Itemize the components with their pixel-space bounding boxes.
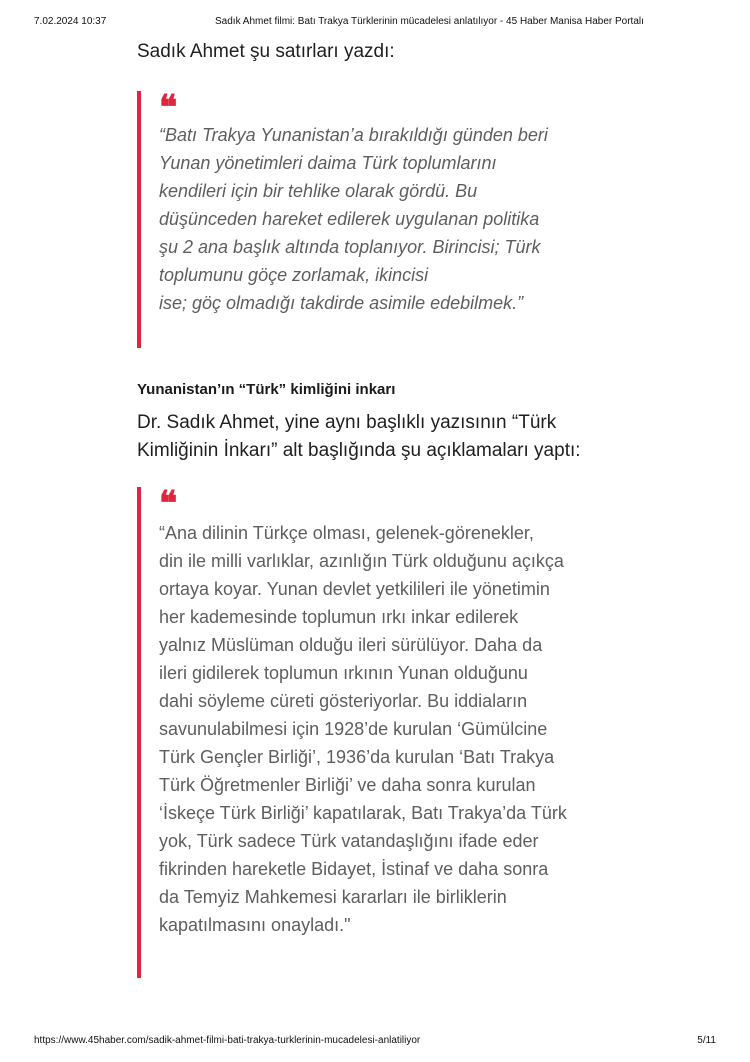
quote-line: kapatılmasını onayladı." xyxy=(159,915,351,935)
page-number: 5/11 xyxy=(697,1035,716,1046)
quote-line: savunulabilmesi için 1928’de kurulan ‘Gümülcine xyxy=(159,719,548,739)
quote-line: düşünceden hareket edilerek uygulanan politika xyxy=(159,209,540,229)
quote-line: Türk Gençler Birliği’, 1936’da kurulan ‘Batı Trakya xyxy=(159,747,555,767)
quote-line: yalnız Müslüman olduğu ileri sürülüyor. Daha da xyxy=(159,635,543,655)
quote-line: “Ana dilinin Türkçe olması, gelenek-görenekler, xyxy=(159,523,534,543)
blockquote-1-text xyxy=(159,121,607,317)
quote-mark-icon: ❝ xyxy=(159,484,178,524)
paragraph-line: Kimliğinin İnkarı” alt başlığında şu açıklamaları yaptı: xyxy=(137,440,581,461)
quote-line: kendileri için bir tehlike olarak gördü. Bu xyxy=(159,181,478,201)
quote-line: Türk Öğretmenler Birliği’ ve daha sonra kurulan xyxy=(159,775,536,795)
quote-line: ‘İskeçe Türk Birliği’ kapatılarak, Batı Trakya’da Türk xyxy=(159,803,567,823)
quote-line: din ile milli varlıklar, azınlığın Türk olduğunu açıkça xyxy=(159,551,564,571)
blockquote-1 xyxy=(137,88,607,348)
quote-line: Yunan yönetimleri daima Türk toplumlarını xyxy=(159,153,497,173)
quote-line: ise; göç olmadığı takdirde asimile edebilmek.” xyxy=(159,293,524,313)
quote-line: yok, Türk sadece Türk vatandaşlığını ifade eder xyxy=(159,831,539,851)
section-paragraph xyxy=(137,409,607,465)
print-page-title: Sadık Ahmet filmi: Batı Trakya Türklerinin mücadelesi anlatılıyor - 45 Haber Manisa Haber Portalı xyxy=(215,16,644,27)
quote-line: toplumunu göçe zorlamak, ikincisi xyxy=(159,265,429,285)
print-date: 7.02.2024 10:37 xyxy=(34,16,107,27)
quote-mark-icon: ❝ xyxy=(159,88,178,128)
quote-line: dahi söyleme cüreti gösteriyorlar. Bu iddiaların xyxy=(159,691,528,711)
paragraph-line: Dr. Sadık Ahmet, yine aynı başlıklı yazısının “Türk xyxy=(137,412,557,433)
page-url-link[interactable]: https://www.45haber.com/sadik-ahmet-filmi-bati-trakya-turklerinin-mucadelesi-anlatiliyor xyxy=(34,1035,421,1046)
quote-line: da Temyiz Mahkemesi kararları ile birliklerin xyxy=(159,887,507,907)
quote-line: “Batı Trakya Yunanistan’a bırakıldığı günden beri xyxy=(159,125,548,145)
intro-text: Sadık Ahmet şu satırları yazdı: xyxy=(137,41,395,62)
quote-line: ileri gidilerek toplumun ırkının Yunan olduğunu xyxy=(159,663,528,683)
section-heading: Yunanistan’ın “Türk” kimliğini inkarı xyxy=(137,381,396,398)
quote-line: fikrinden hareketle Bidayet, İstinaf ve daha sonra xyxy=(159,859,549,879)
quote-line: şu 2 ana başlık altında toplanıyor. Birincisi; Türk xyxy=(159,237,541,257)
quote-line: ortaya koyar. Yunan devlet yetkilileri ile yönetimin xyxy=(159,579,550,599)
blockquote-2-text xyxy=(159,519,607,939)
quote-line: her kademesinde toplumun ırkı inkar edilerek xyxy=(159,607,519,627)
blockquote-2 xyxy=(137,484,607,978)
